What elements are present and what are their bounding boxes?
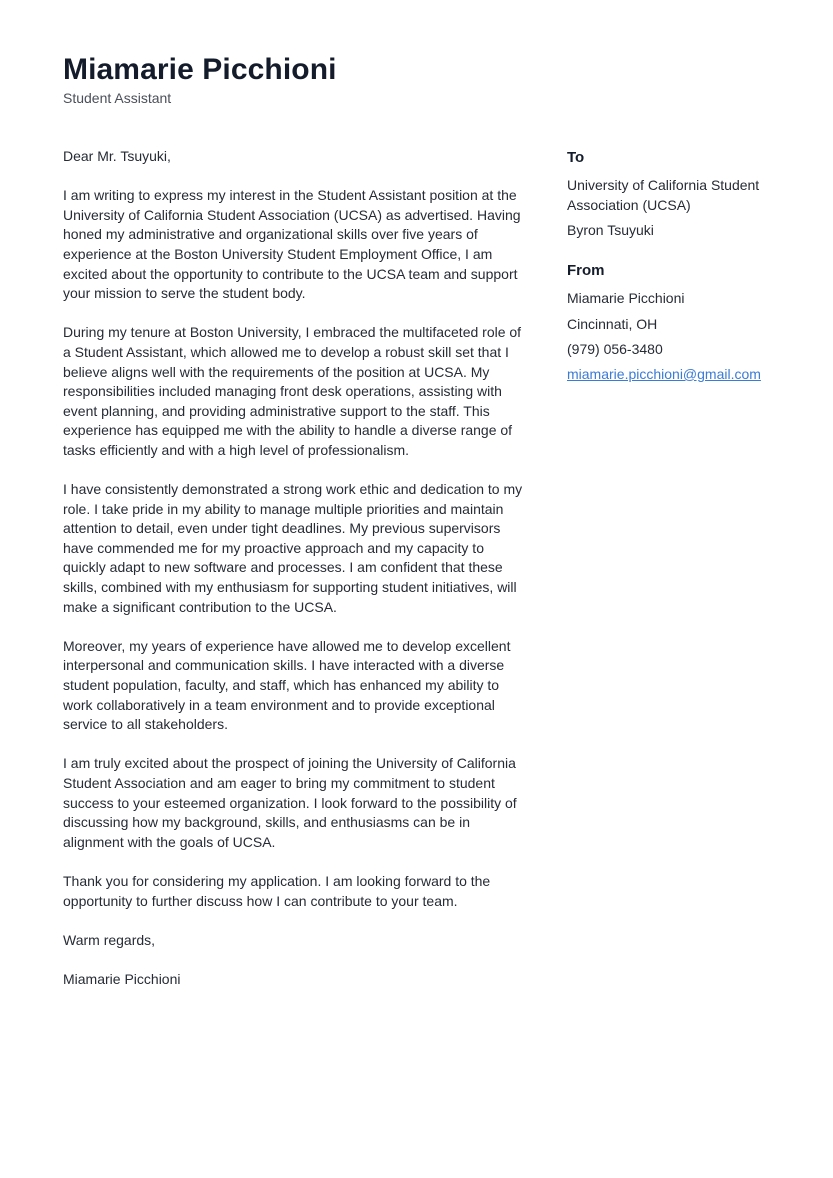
letter-body [63,147,523,1009]
from-heading: From [567,262,605,280]
paragraph-intro: I am writing to express my interest in the Student Assistant position at the University of California Student Association (UCSA) as advertised. Having honed my administrative and organizational skills over five years of experience at the Boston University Student Employment Office, I am excited about the opportunity to contribute to the UCSA team and support your mission to serve the student body. [63,187,521,302]
paragraph-excitement: I am truly excited about the prospect of joining the University of California Student Association and am eager to bring my commitment to student success to your esteemed organization. I look forward to the possibility of discussing how my background, skills, and enthusiasms can be in alignment with the goals of UCSA. [63,755,517,850]
sender-name: Miamarie Picchioni [567,290,685,307]
contact-sidebar [567,147,792,405]
paragraph-thanks: Thank you for considering my application. I am looking forward to the opportunity to further discuss how I can contribute to your team. [63,872,491,909]
closing: Warm regards, [63,931,156,948]
applicant-role: Student Assistant [63,90,172,106]
letter-header [63,52,337,107]
applicant-name: Miamarie Picchioni [63,53,337,86]
signature: Miamarie Picchioni [63,970,181,987]
from-section [567,260,792,384]
paragraph-communication: Moreover, my years of experience have allowed me to develop excellent interpersonal and communication skills. I have interacted with a diverse student population, faculty, and staff, which has enhanced my ability to work collaboratively in a team environment and to provide exceptional service to all stakeholders. [63,637,511,733]
sender-email-link[interactable]: miamarie.picchioni@gmail.com [567,365,761,382]
paragraph-experience: During my tenure at Boston University, I embraced the multifaceted role of a Student Assistant, which allowed me to develop a robust skill set that I believe aligns well with the requirements of the position at UCSA. My responsibilities included managing front desk operations, assisting with event planning, and providing administrative support to the staff. This experience has equipped me with the ability to handle a diverse range of tasks efficiently and with a high level of professionalism. [63,324,522,458]
recipient-name: Byron Tsuyuki [567,221,654,238]
sender-email-row [567,365,792,385]
recipient-organization: University of California Student Association (UCSA) [567,177,760,213]
paragraph-work-ethic: I have consistently demonstrated a strong work ethic and dedication to my role. I take pride in my ability to manage multiple priorities and maintain attention to detail, even under tight deadlines. My previous supervisors have commended me for my proactive approach and my capacity to quickly adapt to new software and processes. I am confident that these skills, combined with my enthusiasm for supporting student initiatives, will make a significant contribution to the UCSA. [63,481,523,615]
to-section [567,147,792,240]
salutation: Dear Mr. Tsuyuki, [63,148,171,164]
sender-location: Cincinnati, OH [567,315,658,332]
sender-phone: (979) 056-3480 [567,340,663,357]
to-heading: To [567,149,585,166]
